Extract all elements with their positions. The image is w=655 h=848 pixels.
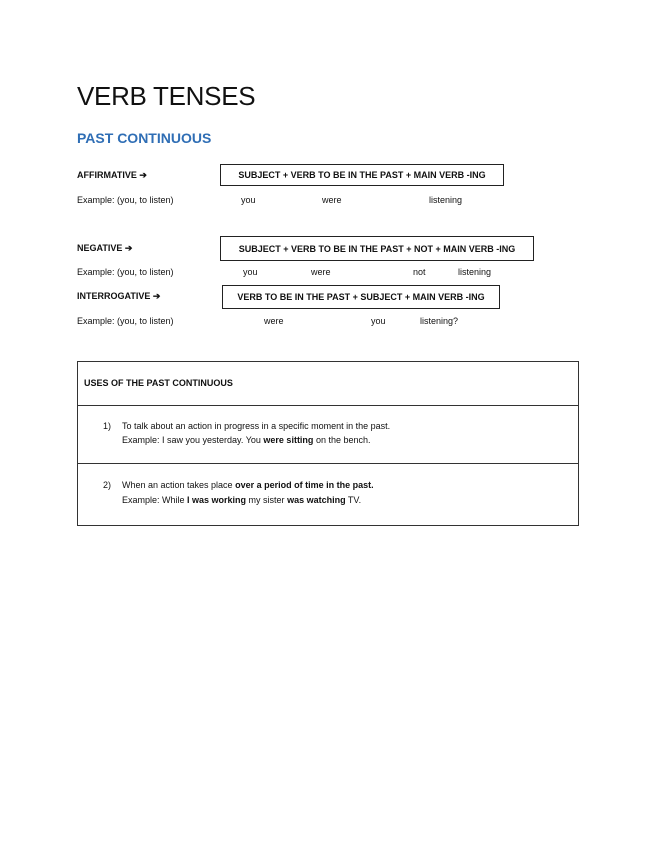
page-title: VERB TENSES bbox=[77, 81, 256, 111]
negative-label: NEGATIVE ➔ bbox=[77, 243, 133, 253]
uses-row-1-line1: To talk about an action in progress in a specific moment in the past. bbox=[122, 421, 391, 431]
uses-row-2-example-bold-2: was watching bbox=[287, 495, 346, 505]
uses-row-2-description bbox=[122, 478, 374, 492]
negative-word-subject: you bbox=[243, 267, 258, 277]
negative-formula-box: SUBJECT + VERB TO BE IN THE PAST + NOT + MAIN VERB -ING bbox=[220, 236, 534, 261]
uses-row-1-description bbox=[122, 419, 390, 433]
uses-row-1-example-bold: were sitting bbox=[263, 435, 314, 445]
uses-table-header-label: USES OF THE PAST CONTINUOUS bbox=[84, 378, 233, 388]
uses-row-2-example bbox=[122, 493, 361, 507]
interrogative-word-verb-to-be: were bbox=[264, 316, 284, 326]
uses-row-2-line1-pre: When an action takes place bbox=[122, 480, 236, 490]
affirmative-example-label: Example: (you, to listen) bbox=[77, 195, 174, 205]
affirmative-word-main-verb: listening bbox=[429, 195, 463, 205]
affirmative-word-verb-to-be: were bbox=[322, 195, 342, 205]
uses-row-1-example-post: on the bench. bbox=[313, 435, 371, 445]
negative-example-label: Example: (you, to listen) bbox=[77, 267, 174, 277]
interrogative-label: INTERROGATIVE ➔ bbox=[77, 291, 161, 301]
affirmative-label: AFFIRMATIVE ➔ bbox=[77, 170, 147, 180]
interrogative-example-label: Example: (you, to listen) bbox=[77, 316, 174, 326]
interrogative-word-main-verb: listening? bbox=[420, 316, 459, 326]
uses-table bbox=[77, 361, 579, 526]
uses-row-2-example-post: TV. bbox=[345, 495, 362, 505]
affirmative-word-subject: you bbox=[241, 195, 256, 205]
negative-word-verb-to-be: were bbox=[311, 267, 331, 277]
uses-row-1 bbox=[78, 406, 578, 464]
uses-row-2-line1-bold: over a period of time in the past. bbox=[235, 480, 374, 490]
uses-row-1-example bbox=[122, 433, 370, 447]
uses-table-header bbox=[78, 362, 578, 406]
interrogative-word-subject: you bbox=[371, 316, 386, 326]
negative-word-not: not bbox=[413, 267, 426, 277]
uses-row-2-example-pre: Example: While bbox=[122, 495, 188, 505]
uses-row-2-example-mid: my sister bbox=[246, 495, 288, 505]
negative-word-main-verb: listening bbox=[458, 267, 492, 277]
affirmative-formula-box: SUBJECT + VERB TO BE IN THE PAST + MAIN VERB -ING bbox=[220, 164, 504, 186]
uses-row-2-number: 2) bbox=[103, 480, 112, 490]
section-title: PAST CONTINUOUS bbox=[77, 130, 212, 146]
interrogative-formula-box: VERB TO BE IN THE PAST + SUBJECT + MAIN VERB -ING bbox=[222, 285, 500, 309]
uses-row-2 bbox=[78, 464, 578, 525]
uses-row-1-number: 1) bbox=[103, 421, 112, 431]
uses-row-1-example-pre: Example: I saw you yesterday. You bbox=[122, 435, 264, 445]
uses-row-2-example-bold-1: I was working bbox=[187, 495, 247, 505]
